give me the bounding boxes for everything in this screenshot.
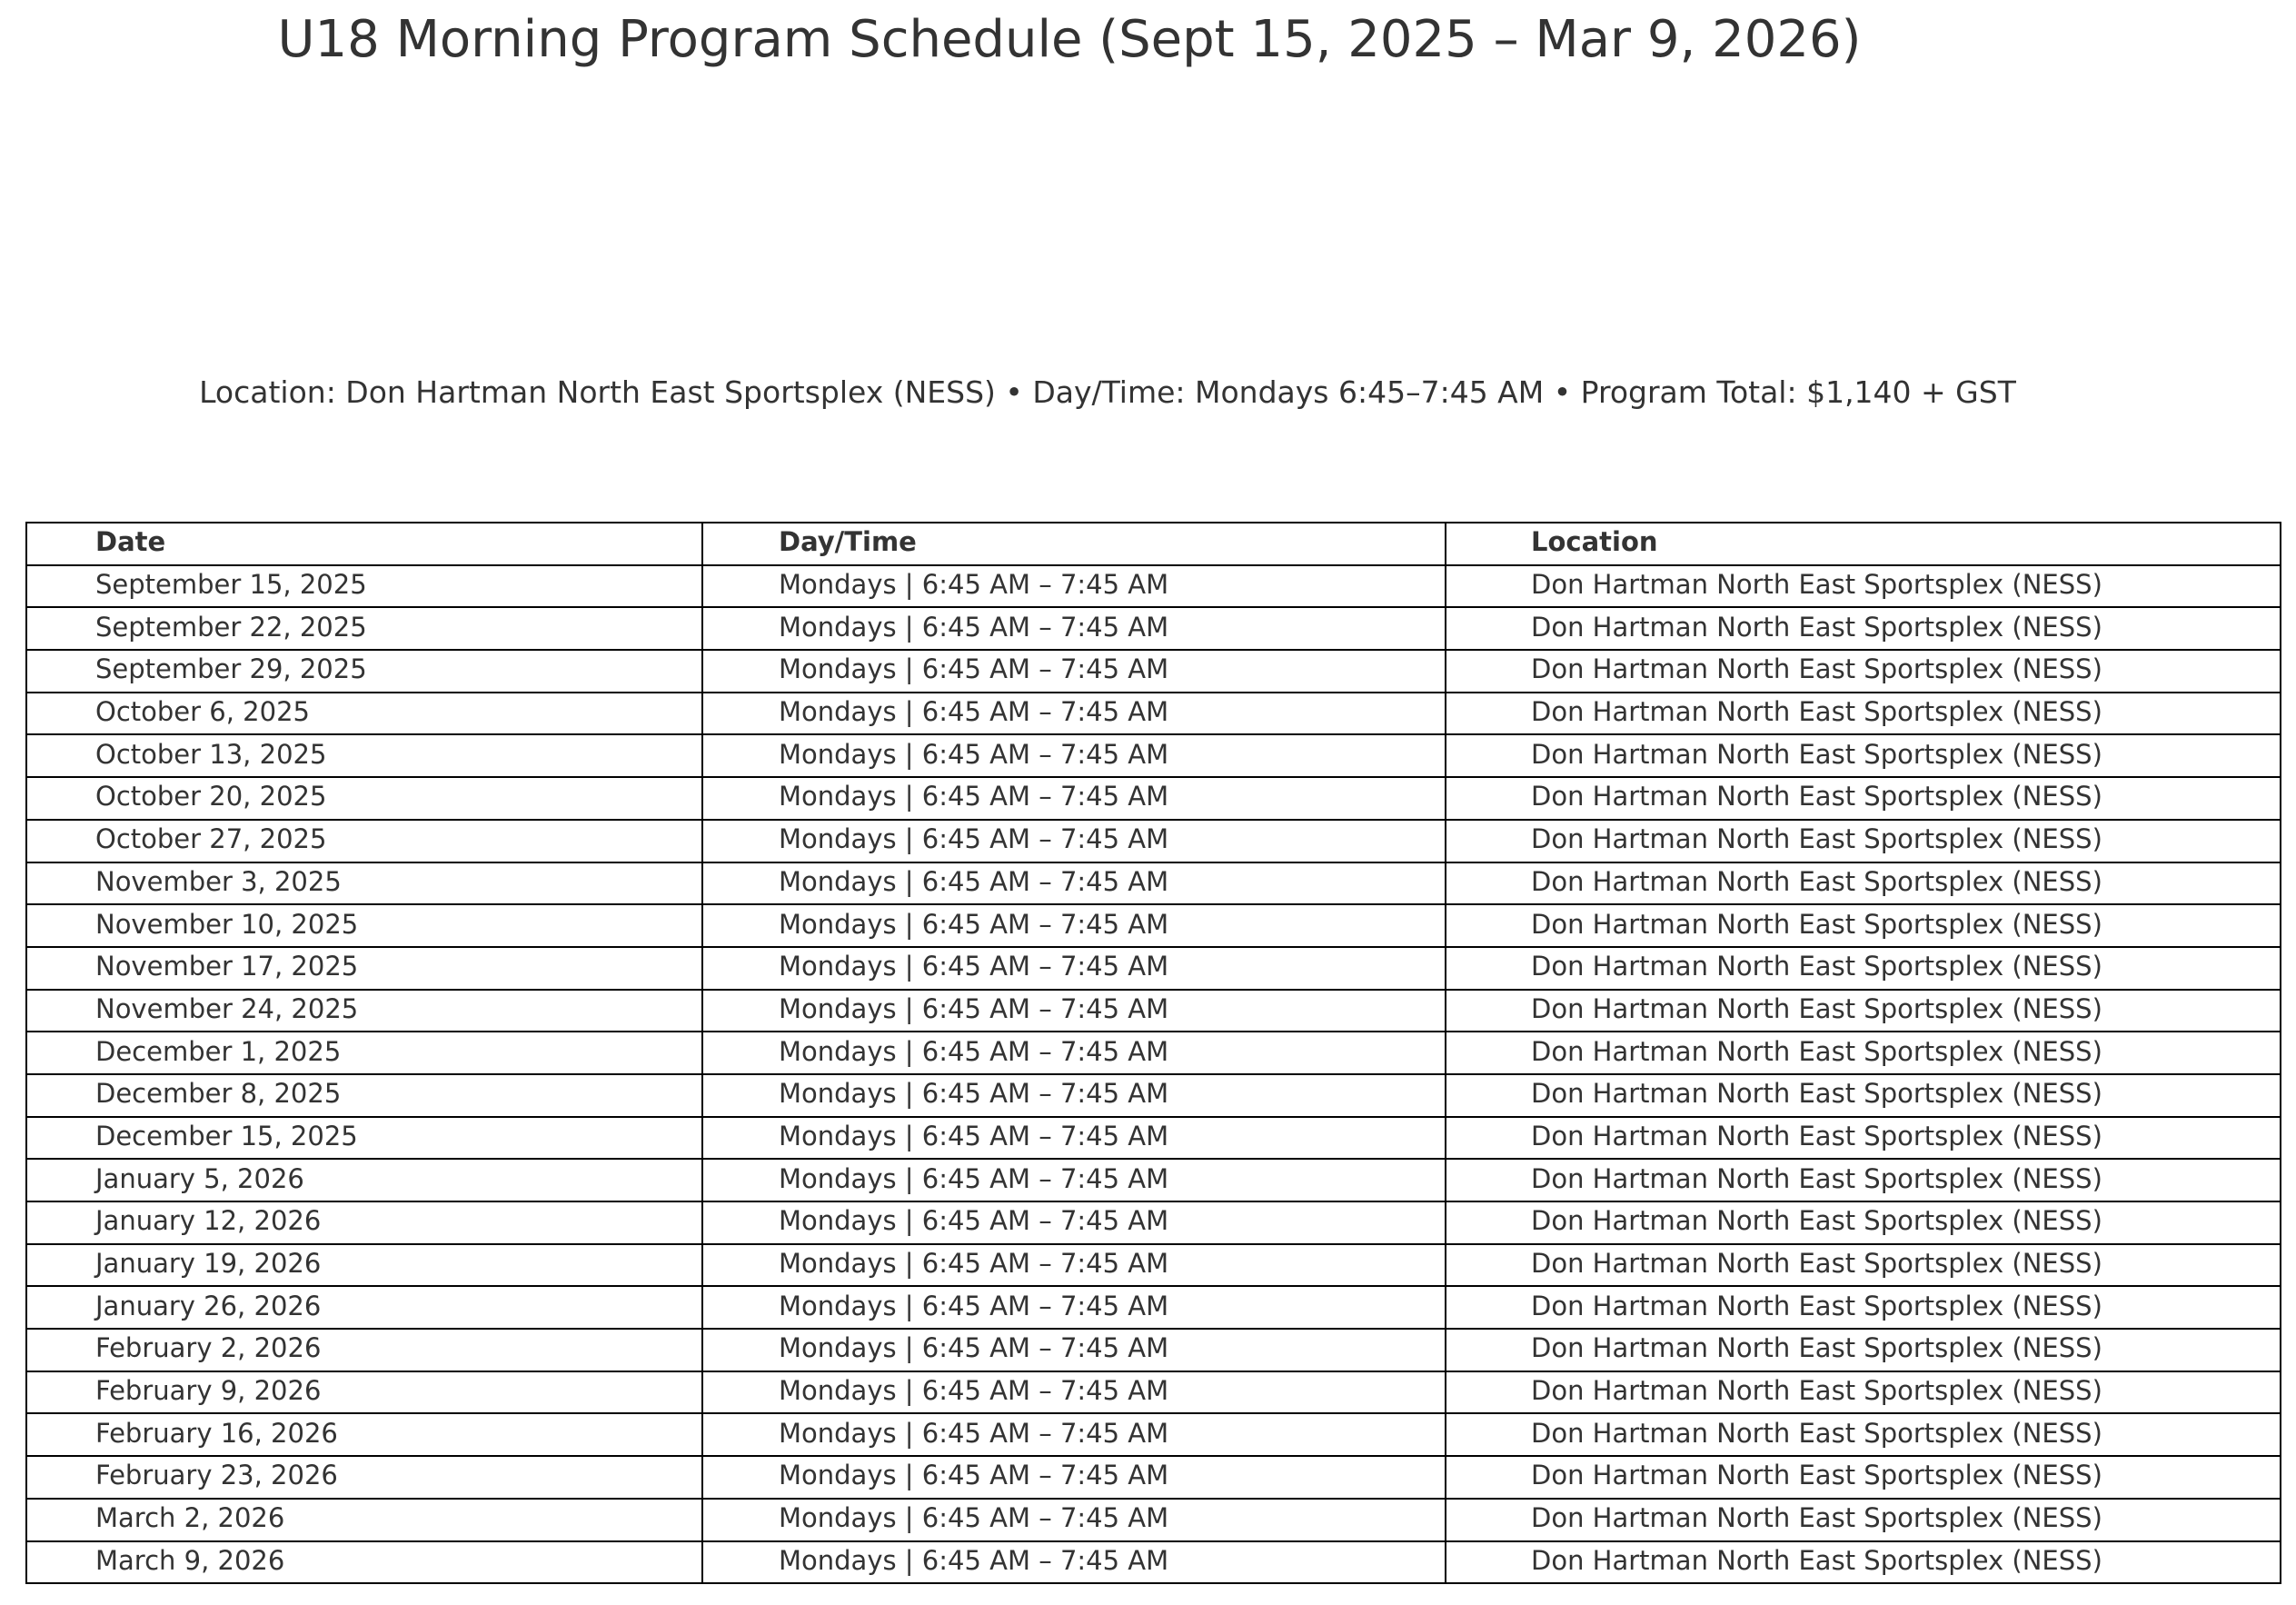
- table-row: [26, 1244, 2281, 1287]
- cell-location: Don Hartman North East Sportsplex (NESS): [1446, 904, 2281, 947]
- cell-date: November 3, 2025: [26, 862, 702, 905]
- column-header-day-time: Day/Time: [702, 523, 1446, 565]
- table-row: [26, 1286, 2281, 1329]
- cell-date: January 12, 2026: [26, 1201, 702, 1244]
- cell-day-time: Mondays | 6:45 AM – 7:45 AM: [702, 820, 1446, 862]
- table-row: [26, 1032, 2281, 1074]
- cell-location: Don Hartman North East Sportsplex (NESS): [1446, 1074, 2281, 1117]
- cell-location: Don Hartman North East Sportsplex (NESS): [1446, 820, 2281, 862]
- cell-day-time: Mondays | 6:45 AM – 7:45 AM: [702, 1371, 1446, 1414]
- table-header-row: [26, 523, 2281, 565]
- table-row: [26, 862, 2281, 905]
- program-summary: Location: Don Hartman North East Sportsplex (NESS) • Day/Time: Mondays 6:45–7:45 AM • Program Total: $1,140 + GST: [199, 374, 2016, 410]
- table-row: [26, 1201, 2281, 1244]
- cell-day-time: Mondays | 6:45 AM – 7:45 AM: [702, 1456, 1446, 1499]
- cell-date: December 15, 2025: [26, 1117, 702, 1160]
- cell-location: Don Hartman North East Sportsplex (NESS): [1446, 1286, 2281, 1329]
- table-row: [26, 947, 2281, 990]
- cell-location: Don Hartman North East Sportsplex (NESS): [1446, 1499, 2281, 1541]
- cell-date: January 19, 2026: [26, 1244, 702, 1287]
- cell-date: October 6, 2025: [26, 693, 702, 735]
- cell-day-time: Mondays | 6:45 AM – 7:45 AM: [702, 777, 1446, 820]
- table-row: [26, 1074, 2281, 1117]
- table-row: [26, 1541, 2281, 1584]
- cell-date: February 9, 2026: [26, 1371, 702, 1414]
- table-row: [26, 990, 2281, 1032]
- schedule-table: [25, 522, 2281, 1584]
- cell-day-time: Mondays | 6:45 AM – 7:45 AM: [702, 693, 1446, 735]
- cell-date: March 9, 2026: [26, 1541, 702, 1584]
- cell-location: Don Hartman North East Sportsplex (NESS): [1446, 650, 2281, 693]
- cell-day-time: Mondays | 6:45 AM – 7:45 AM: [702, 1201, 1446, 1244]
- cell-location: Don Hartman North East Sportsplex (NESS): [1446, 734, 2281, 777]
- table-row: [26, 1413, 2281, 1456]
- cell-location: Don Hartman North East Sportsplex (NESS): [1446, 1201, 2281, 1244]
- cell-location: Don Hartman North East Sportsplex (NESS): [1446, 1371, 2281, 1414]
- column-header-date: Date: [26, 523, 702, 565]
- cell-date: November 17, 2025: [26, 947, 702, 990]
- cell-location: Don Hartman North East Sportsplex (NESS): [1446, 565, 2281, 608]
- cell-date: February 23, 2026: [26, 1456, 702, 1499]
- column-header-location: Location: [1446, 523, 2281, 565]
- cell-day-time: Mondays | 6:45 AM – 7:45 AM: [702, 1032, 1446, 1074]
- cell-day-time: Mondays | 6:45 AM – 7:45 AM: [702, 1499, 1446, 1541]
- cell-date: March 2, 2026: [26, 1499, 702, 1541]
- cell-day-time: Mondays | 6:45 AM – 7:45 AM: [702, 862, 1446, 905]
- cell-day-time: Mondays | 6:45 AM – 7:45 AM: [702, 650, 1446, 693]
- schedule-table-body: [26, 565, 2281, 1584]
- table-row: [26, 1117, 2281, 1160]
- cell-day-time: Mondays | 6:45 AM – 7:45 AM: [702, 1541, 1446, 1584]
- table-row: [26, 820, 2281, 862]
- cell-date: January 26, 2026: [26, 1286, 702, 1329]
- cell-location: Don Hartman North East Sportsplex (NESS): [1446, 777, 2281, 820]
- table-row: [26, 693, 2281, 735]
- cell-day-time: Mondays | 6:45 AM – 7:45 AM: [702, 1413, 1446, 1456]
- table-row: [26, 650, 2281, 693]
- cell-date: January 5, 2026: [26, 1159, 702, 1201]
- cell-date: February 16, 2026: [26, 1413, 702, 1456]
- cell-date: November 10, 2025: [26, 904, 702, 947]
- cell-date: November 24, 2025: [26, 990, 702, 1032]
- cell-location: Don Hartman North East Sportsplex (NESS): [1446, 1541, 2281, 1584]
- cell-date: February 2, 2026: [26, 1329, 702, 1371]
- cell-location: Don Hartman North East Sportsplex (NESS): [1446, 1244, 2281, 1287]
- cell-location: Don Hartman North East Sportsplex (NESS): [1446, 1456, 2281, 1499]
- cell-date: December 1, 2025: [26, 1032, 702, 1074]
- cell-location: Don Hartman North East Sportsplex (NESS): [1446, 862, 2281, 905]
- cell-location: Don Hartman North East Sportsplex (NESS): [1446, 1159, 2281, 1201]
- cell-date: October 13, 2025: [26, 734, 702, 777]
- cell-day-time: Mondays | 6:45 AM – 7:45 AM: [702, 1329, 1446, 1371]
- cell-day-time: Mondays | 6:45 AM – 7:45 AM: [702, 904, 1446, 947]
- cell-day-time: Mondays | 6:45 AM – 7:45 AM: [702, 1159, 1446, 1201]
- cell-day-time: Mondays | 6:45 AM – 7:45 AM: [702, 1074, 1446, 1117]
- table-row: [26, 1371, 2281, 1414]
- table-row: [26, 1499, 2281, 1541]
- cell-day-time: Mondays | 6:45 AM – 7:45 AM: [702, 1244, 1446, 1287]
- table-row: [26, 1329, 2281, 1371]
- table-row: [26, 904, 2281, 947]
- cell-date: September 22, 2025: [26, 607, 702, 650]
- table-row: [26, 1159, 2281, 1201]
- table-row: [26, 1456, 2281, 1499]
- cell-location: Don Hartman North East Sportsplex (NESS): [1446, 1032, 2281, 1074]
- cell-location: Don Hartman North East Sportsplex (NESS): [1446, 1413, 2281, 1456]
- cell-date: September 15, 2025: [26, 565, 702, 608]
- cell-location: Don Hartman North East Sportsplex (NESS): [1446, 1117, 2281, 1160]
- table-row: [26, 777, 2281, 820]
- table-row: [26, 734, 2281, 777]
- cell-day-time: Mondays | 6:45 AM – 7:45 AM: [702, 565, 1446, 608]
- cell-day-time: Mondays | 6:45 AM – 7:45 AM: [702, 1117, 1446, 1160]
- cell-location: Don Hartman North East Sportsplex (NESS): [1446, 1329, 2281, 1371]
- cell-location: Don Hartman North East Sportsplex (NESS): [1446, 693, 2281, 735]
- cell-date: December 8, 2025: [26, 1074, 702, 1117]
- cell-date: October 20, 2025: [26, 777, 702, 820]
- table-row: [26, 565, 2281, 608]
- cell-day-time: Mondays | 6:45 AM – 7:45 AM: [702, 990, 1446, 1032]
- page-title: U18 Morning Program Schedule (Sept 15, 2025 – Mar 9, 2026): [277, 10, 1862, 69]
- cell-location: Don Hartman North East Sportsplex (NESS): [1446, 947, 2281, 990]
- cell-day-time: Mondays | 6:45 AM – 7:45 AM: [702, 607, 1446, 650]
- cell-date: October 27, 2025: [26, 820, 702, 862]
- cell-date: September 29, 2025: [26, 650, 702, 693]
- cell-location: Don Hartman North East Sportsplex (NESS): [1446, 990, 2281, 1032]
- table-row: [26, 607, 2281, 650]
- cell-day-time: Mondays | 6:45 AM – 7:45 AM: [702, 947, 1446, 990]
- cell-day-time: Mondays | 6:45 AM – 7:45 AM: [702, 734, 1446, 777]
- cell-day-time: Mondays | 6:45 AM – 7:45 AM: [702, 1286, 1446, 1329]
- cell-location: Don Hartman North East Sportsplex (NESS): [1446, 607, 2281, 650]
